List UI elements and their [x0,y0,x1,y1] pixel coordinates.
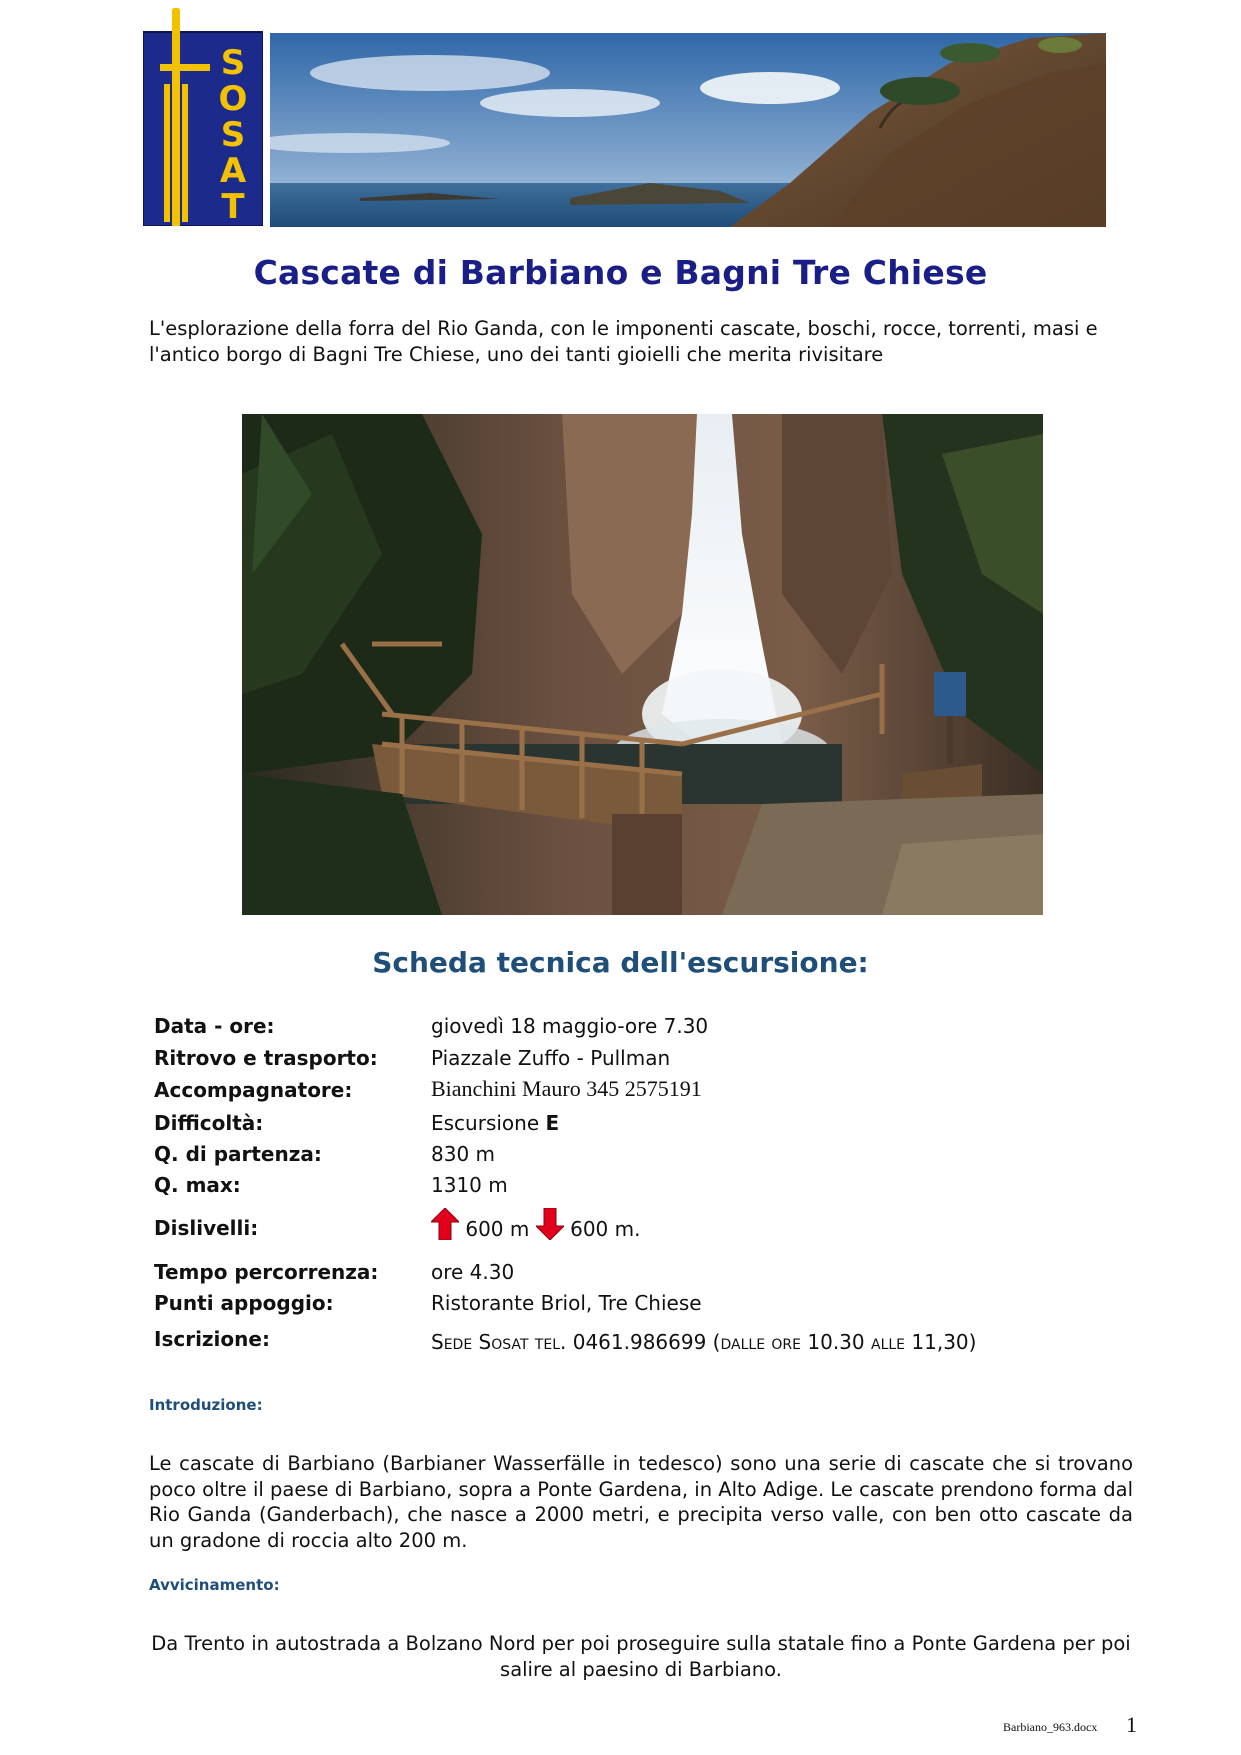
dislivello-discesa: 600 m. [570,1217,641,1241]
value-accompagnatore: Bianchini Mauro 345 2575191 [431,1076,702,1101]
iscrizione-tel: 0461.986699 [572,1330,707,1354]
label-iscrizione: Iscrizione: [154,1327,270,1351]
row-data [154,1014,1114,1044]
value-ritrovo: Piazzale Zuffo - Pullman [431,1046,671,1070]
value-quota-max: 1310 m [431,1173,508,1197]
iscrizione-sede: Sede Sosat [431,1330,529,1354]
label-data: Data - ore: [154,1014,275,1038]
waterfall-photo [242,414,1043,915]
label-difficolta: Difficoltà: [154,1111,264,1135]
footer-page-number: 1 [1126,1712,1137,1737]
svg-text:A: A [219,151,247,191]
label-quota-partenza: Q. di partenza: [154,1142,322,1166]
page-subtitle: L'esplorazione della forra del Rio Ganda, con le imponenti cascate, boschi, rocce, torrenti, masi e l'antico borgo di Bagni Tre Chiese, uno dei tanti gioielli che merita rivisitare [149,317,1098,366]
value-data: giovedì 18 maggio-ore 7.30 [431,1014,709,1038]
row-dislivelli [154,1216,1114,1246]
scheda-title: Scheda tecnica dell'escursione: [372,946,869,979]
page-title: Cascate di Barbiano e Bagni Tre Chiese [253,253,988,292]
arrow-up-icon [431,1208,459,1245]
svg-text:S: S [220,43,246,83]
intro-heading: Introduzione: [149,1396,263,1414]
label-ritrovo: Ritrovo e trasporto: [154,1046,378,1070]
label-punti-appoggio: Punti appoggio: [154,1291,334,1315]
iscrizione-from: 10.30 [807,1330,865,1354]
value-dislivelli [431,1208,640,1245]
footer-filename: Barbiano_963.docx [1003,1720,1098,1734]
row-punti-appoggio [154,1291,1114,1321]
label-accompagnatore: Accompagnatore: [154,1078,353,1102]
iscrizione-to: 11,30 [911,1330,969,1354]
row-ritrovo [154,1046,1114,1076]
dislivello-salita: 600 m [465,1217,530,1241]
svg-text:O: O [218,79,248,119]
value-quota-partenza: 830 m [431,1142,496,1166]
difficolta-prefix: Escursione [431,1111,546,1135]
header-banner-image [270,33,1106,227]
iscrizione-dalle: dalle ore [720,1330,802,1354]
iscrizione-tel-label: tel. [534,1330,567,1354]
avvicinamento-body: Da Trento in autostrada a Bolzano Nord per poi proseguire sulla statale fino a Ponte Gardena per poi salire al paesino di Barbiano. [151,1632,1131,1681]
row-iscrizione [154,1327,1114,1357]
value-punti-appoggio: Ristorante Briol, Tre Chiese [431,1291,702,1315]
row-quota-partenza [154,1142,1114,1172]
row-difficolta [154,1111,1114,1141]
value-difficolta [431,1111,559,1135]
intro-body: Le cascate di Barbiano (Barbianer Wasserfälle in tedesco) sono una serie di cascate che si trovano poco oltre il paese di Barbiano, sopra a Ponte Gardena, in Alto Adige. Le cascate prendono forma dal Rio Ganda (Ganderbach), che nasce a 2000 metri, e precipita verso valle, con ben otto cascate da un gradone di roccia alto 200 m. [149,1452,1133,1552]
value-tempo: ore 4.30 [431,1260,515,1284]
row-accompagnatore [154,1078,1114,1108]
iscrizione-alle: alle [871,1330,906,1354]
avvicinamento-heading: Avvicinamento: [149,1576,280,1594]
label-quota-max: Q. max: [154,1173,241,1197]
difficolta-grade: E [545,1111,560,1135]
svg-text:S: S [220,115,246,155]
arrow-down-icon [536,1208,564,1245]
label-dislivelli: Dislivelli: [154,1216,259,1240]
row-quota-max [154,1173,1114,1203]
row-tempo [154,1260,1114,1290]
value-iscrizione: Sede Sosat tel. 0461.986699 (dalle ore 10.30 alle 11,30) [431,1330,977,1354]
svg-text:T: T [221,187,245,226]
sosat-logo [143,8,263,226]
label-tempo: Tempo percorrenza: [154,1260,379,1284]
